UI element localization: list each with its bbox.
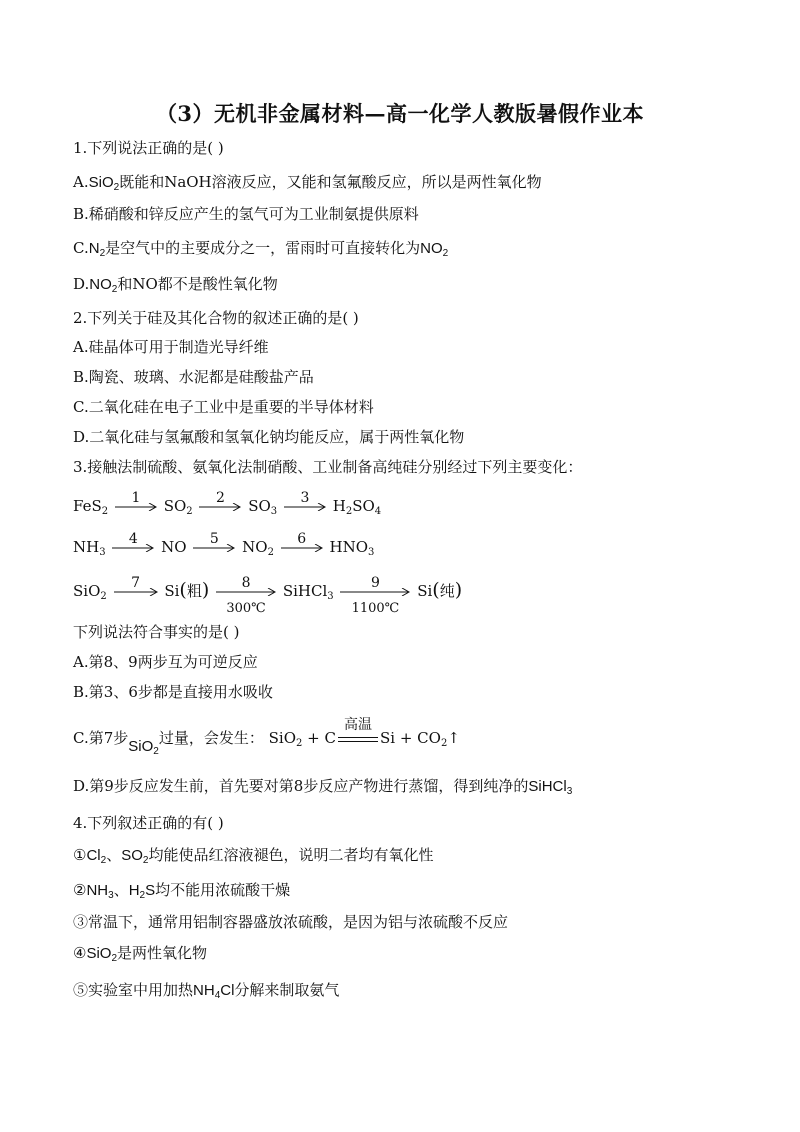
- page-title: （3）无机非金属材料—高一化学人教版暑假作业本: [155, 101, 645, 126]
- reaction-arrow-3: 3: [284, 503, 326, 511]
- reaction-arrow-6: 6: [281, 544, 323, 552]
- reaction-arrow-5: 5: [193, 544, 235, 552]
- q1-option-d: $D.NO_2$和NO都不是酸性氧化物: [73, 275, 278, 295]
- reaction-chain-nitric: $NH_3$ 4 NO 5 $NO_2$ 6 $HNO_3$: [73, 531, 375, 558]
- reaction-arrow-9: 9 1100℃: [340, 588, 410, 596]
- q1-option-b: B.稀硝酸和锌反应产生的氢气可为工业制氨提供原料: [73, 205, 419, 223]
- reaction-arrow-8: 8 300℃: [216, 588, 276, 596]
- reaction-arrow-4: 4: [112, 544, 154, 552]
- reaction-chain-sulfuric: FeS$_2$ 1 $SO_2$ 2 $SO_3$ 3 $H_2SO_4$: [73, 490, 382, 517]
- equation-silica-reduction: SiO$_2$ + C 高温 $Si + CO_2↑$: [268, 717, 460, 749]
- q1-option-c: $C.N_2$是空气中的主要成分之一，雷雨时可直接转化为$NO_2$: [73, 239, 449, 259]
- q4-stem: 4.下列叙述正确的有( ): [73, 814, 224, 832]
- reaction-arrow-1: 1: [115, 503, 157, 511]
- q3-option-a: A.第8、9两步互为可逆反应: [73, 653, 258, 671]
- q1-option-a: A.SiO$_2$既能和NaOH溶液反应，又能和氢氟酸反应，所以是两性氧化物: [73, 173, 542, 193]
- equilibrium-sign: 高温: [338, 735, 378, 743]
- q4-item-3: ③常温下，通常用铝制容器盛放浓硫酸，是因为铝与浓硫酸不反应: [73, 913, 509, 931]
- q2-option-a: A.硅晶体可用于制造光导纤维: [73, 338, 269, 356]
- reaction-arrow-2: 2: [199, 503, 241, 511]
- q4-item-1: $①Cl_2$、$SO_2$均能使品红溶液褪色，说明二者均有氧化性: [73, 846, 434, 866]
- q4-item-5: ⑤实验室中用加热$NH_4Cl$分解来制取氨气: [73, 981, 340, 1001]
- q3-stem: 3.接触法制硫酸、氨氧化法制硝酸、工业制备高纯硅分别经过下列主要变化：: [73, 458, 583, 476]
- q3-option-b: B.第3、6步都是直接用水吸收: [73, 683, 273, 701]
- q3-option-c: C.第7步SiO$_2$过量，会发生： SiO$_2$ + C 高温 $Si + CO_2↑$: [73, 717, 460, 757]
- reaction-arrow-7: 7: [114, 588, 158, 596]
- q2-option-c: C.二氧化硅在电子工业中是重要的半导体材料: [73, 398, 374, 416]
- q2-stem: 2.下列关于硅及其化合物的叙述正确的是( ): [73, 309, 359, 327]
- q3-option-d: D.第9步反应发生前，首先要对第8步反应产物进行蒸馏，得到纯净的SiHCl$_3$: [73, 777, 573, 797]
- q4-item-4: ④SiO$_2$是两性氧化物: [73, 944, 208, 964]
- q1-stem: 1.下列说法正确的是( ): [73, 139, 224, 157]
- q3-ask: 下列说法符合事实的是( ): [73, 623, 240, 641]
- q4-item-2: $②NH_3$、$H_2S$均不能用浓硫酸干燥: [73, 881, 291, 901]
- q2-option-d: D.二氧化硅与氢氟酸和氢氧化钠均能反应，属于两性氧化物: [73, 428, 465, 446]
- reaction-chain-silicon: SiO$_2$ 7 Si(粗) 8 300℃ SiHCl$_3$ 9 1100℃ Si(纯): [73, 575, 463, 616]
- q2-option-b: B.陶瓷、玻璃、水泥都是硅酸盐产品: [73, 368, 314, 386]
